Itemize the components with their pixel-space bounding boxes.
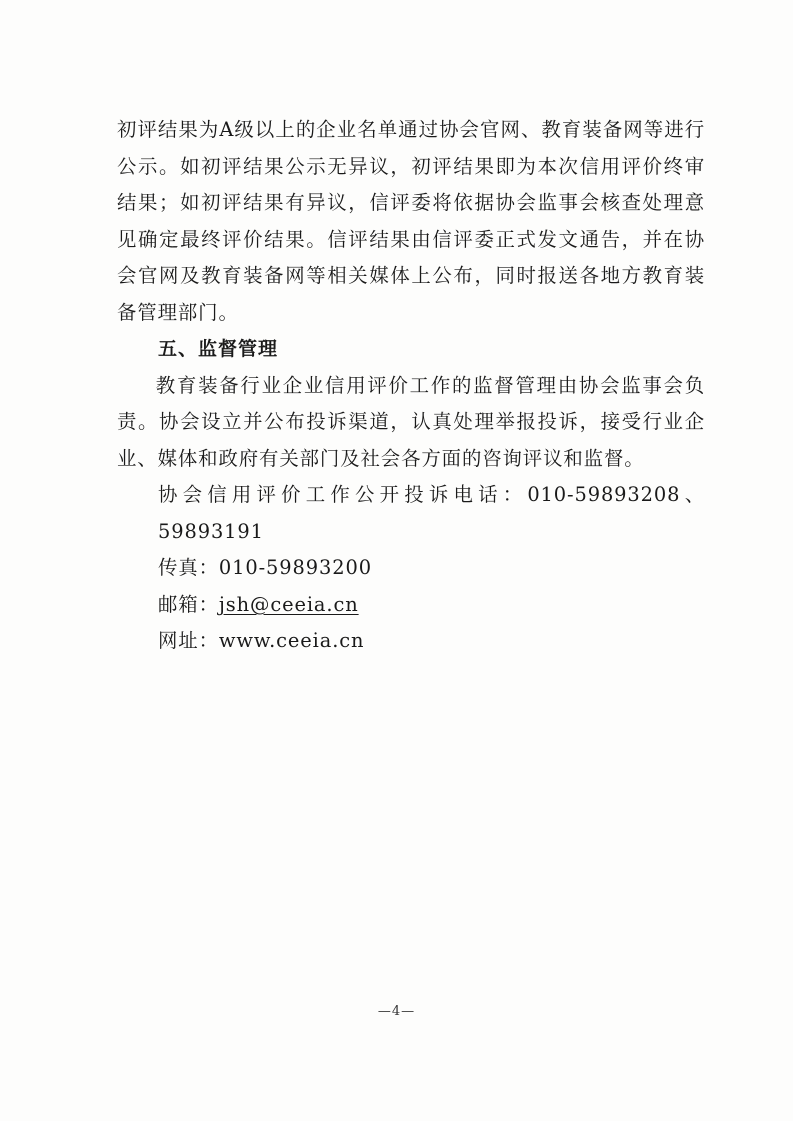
contact-email-line: [117, 587, 705, 624]
section-heading-supervision: 五、监督管理: [158, 338, 279, 360]
website-label: 网址：: [158, 629, 219, 652]
fax-label: 传真：: [158, 556, 219, 579]
contact-phone-line: [117, 477, 705, 550]
phone-value: 010-59893208、59893191: [158, 483, 705, 543]
document-body: [117, 112, 705, 660]
email-link[interactable]: jsh@ceeia.cn: [218, 592, 359, 616]
phone-label: 协会信用评价工作公开投诉电话：: [158, 483, 528, 506]
fax-value: 010-59893200: [218, 556, 372, 579]
contact-fax-line: [117, 550, 705, 587]
email-label: 邮箱：: [158, 592, 219, 616]
page-number: —4—: [377, 1004, 416, 1019]
paragraph-publication: 初评结果为A级以上的企业名单通过协会官网、教育装备网等进行公示。如初评结果公示无异议，初评结果即为本次信用评价终审结果；如初评结果有异议，信评委将依据协会监事会核查处理意见确定最终评价结果。信评结果由信评委正式发文通告，并在协会官网及教育装备网等相关媒体上公布，同时报送各地方教育装备管理部门。: [117, 118, 705, 324]
website-value: www.ceeia.cn: [218, 629, 365, 652]
contact-website-line: [117, 623, 705, 660]
paragraph-supervision: 教育装备行业企业信用评价工作的监督管理由协会监事会负责。协会设立并公布投诉渠道，认真处理举报投诉，接受行业企业、媒体和政府有关部门及社会各方面的咨询评议和监督。: [117, 373, 705, 470]
